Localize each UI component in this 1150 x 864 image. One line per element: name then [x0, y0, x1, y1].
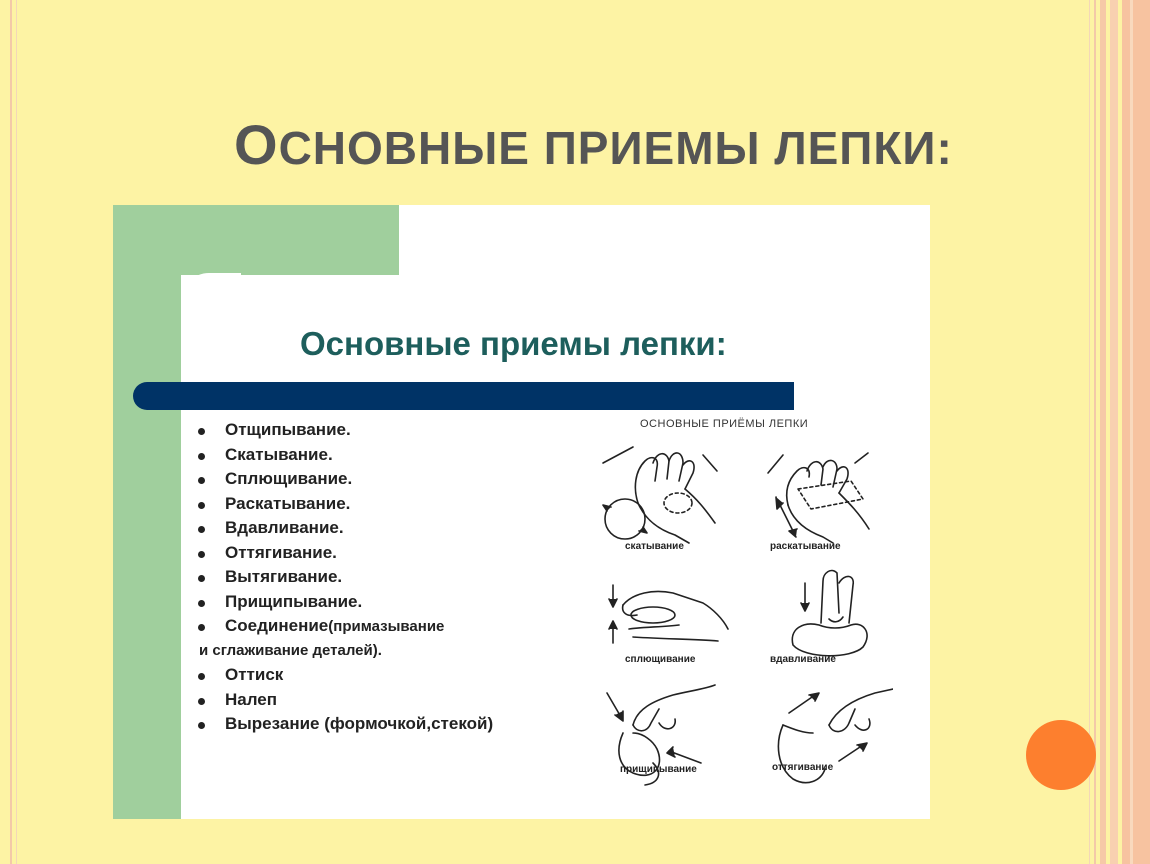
right-stripe	[1100, 0, 1106, 864]
list-item: Скатывание.	[195, 443, 493, 468]
bullet-icon	[198, 624, 205, 631]
list-item: Налеп	[195, 688, 493, 713]
illustration-title: ОСНОВНЫЕ ПРИЁМЫ ЛЕПКИ	[640, 418, 809, 430]
list-item: Оттиск	[195, 663, 493, 688]
caption-pinching: прищипывание	[620, 764, 697, 775]
bullet-icon	[198, 428, 205, 435]
list-item: Вытягивание.	[195, 565, 493, 590]
hand-rolling-icon	[603, 447, 717, 543]
bullet-icon	[198, 698, 205, 705]
rounded-corner	[181, 273, 241, 333]
bullet-icon	[198, 551, 205, 558]
bullet-icon	[198, 453, 205, 460]
list-item: Отщипывание.	[195, 418, 493, 443]
right-stripe	[1122, 0, 1150, 864]
caption-pressing: вдавливание	[770, 654, 836, 665]
list-item: Вырезание (формочкой,стекой)	[195, 712, 493, 737]
caption-rolling-out: раскатывание	[770, 541, 841, 552]
slide-title: ОСНОВНЫЕ ПРИЕМЫ ЛЕПКИ:	[234, 113, 953, 176]
title-underline-bar	[133, 382, 794, 410]
bullet-icon	[198, 526, 205, 533]
green-block-left	[113, 205, 181, 819]
list-item: Раскатывание.	[195, 492, 493, 517]
list-item: Оттягивание.	[195, 541, 493, 566]
list-item: Соединение(примазывание	[195, 614, 493, 639]
bullet-icon	[198, 673, 205, 680]
list-item: Прищипывание.	[195, 590, 493, 615]
bullet-icon	[198, 600, 205, 607]
orange-dot	[1026, 720, 1096, 790]
content-panel	[113, 205, 930, 819]
inner-title: Основные приемы лепки:	[300, 325, 727, 362]
bullet-icon	[198, 502, 205, 509]
right-stripe	[1110, 0, 1118, 864]
bullet-icon	[198, 477, 205, 484]
bullet-icon	[198, 722, 205, 729]
list-item: Сплющивание.	[195, 467, 493, 492]
hand-rolling-out-icon	[768, 453, 869, 543]
bullet-icon	[198, 575, 205, 582]
techniques-list	[195, 418, 493, 737]
right-stripe	[1130, 0, 1133, 864]
hand-pressing-icon	[792, 571, 867, 656]
list-item: Вдавливание.	[195, 516, 493, 541]
list-item-continuation: и сглаживание деталей).	[199, 641, 382, 659]
hands-illustration	[593, 433, 893, 793]
caption-flattening: сплющивание	[625, 654, 696, 665]
caption-rolling: скатывание	[625, 541, 684, 552]
caption-pulling: оттягивание	[772, 762, 834, 773]
hand-flattening-icon	[609, 585, 728, 643]
